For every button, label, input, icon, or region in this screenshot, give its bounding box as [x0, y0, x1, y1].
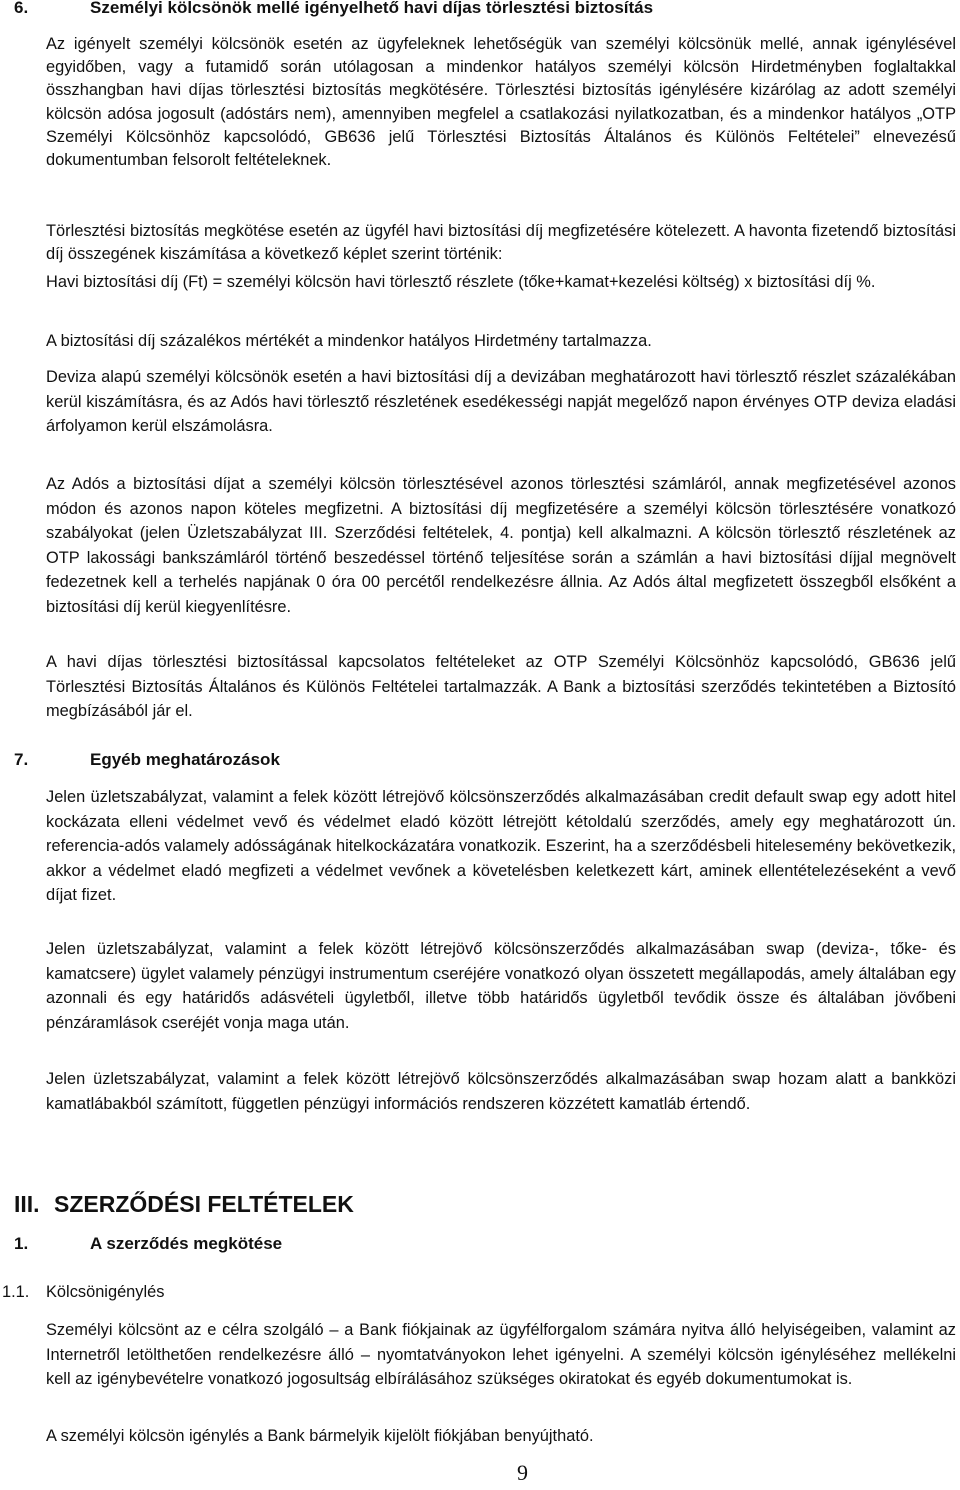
paragraph: A havi díjas törlesztési biztosítással kapcsolatos feltételeket az OTP Személyi Kölcsönhöz kapcsolódó, GB636 jelű Törlesztési Biztosítás Általános és Különös Feltételei tartalmazzák. A Bank a biztosítási szerződés tekintetében a Biztosító megbízásából jár el.	[46, 653, 956, 721]
section-number: 7.	[14, 750, 29, 769]
paragraph: Az igényelt személyi kölcsönök esetén az ügyfeleknek lehetőségük van személyi kölcsönük mellé, annak igénylésével egyidőben, vagy a futamidő során utólagosan a mindenkor hatályos személyi kölcsön Hirdetményben foglaltakkal összhangban havi díjas törlesztési biztosítás megkötésére. Törlesztési biztosítás igénylésére kizárólag az adott személyi kölcsön adósa jogosult (adóstárs nem), amennyiben megfelel a csatlakozási nyilatkozatban, és a mindenkor hatályos „OTP Személyi Kölcsönhöz kapcsolódó, GB636 jelű Törlesztési Biztosítás Általános és Különös Feltételei” elnevezésű dokumentumban felsorolt feltételeknek.	[46, 35, 956, 170]
paragraph: Az Adós a biztosítási díjat a személyi kölcsön törlesztésével azonos törlesztési számláról, annak megfizetésével azonos módon és azonos napon köteles megfizetni. A biztosítási díj megfizetésére a személyi kölcsön törlesztésére vonatkozó szabályokat (jelen Üzletszabályzat III. Szerződési feltételek, 4. pontja) kell alkalmazni. A kölcsön törlesztő részletének az OTP lakossági bankszámláról történő beszedéssel történő teljesítése során a számlán a havi biztosítási díjjal megnövelt fedezetnek kell a terhelés napjának 0 óra 00 percétől rendelkezésre állnia. Az Adós által megfizetett összegből elsőként a biztosítási díj kerül kiegyenlítésre.	[46, 475, 956, 616]
subsection-number: 1.	[14, 1234, 29, 1253]
part-number: III.	[14, 1191, 40, 1217]
paragraph: Havi biztosítási díj (Ft) = személyi kölcsön havi törlesztő részlete (tőke+kamat+kezelési költség) x biztosítási díj %.	[46, 273, 876, 291]
part-heading	[14, 1190, 354, 1218]
section-title: Személyi kölcsönök mellé igényelhető havi díjas törlesztési biztosítás	[90, 0, 654, 17]
paragraph: Jelen üzletszabályzat, valamint a felek között létrejövő kölcsönszerződés alkalmazásában swap hozam alatt a bankközi kamatlábakból számított, független pénzügyi információs rendszeren közzétett kamatláb értendő.	[46, 1070, 956, 1113]
section-number: 6.	[14, 0, 29, 17]
paragraph: A személyi kölcsön igénylés a Bank bármelyik kijelölt fiókjában benyújtható.	[46, 1427, 594, 1445]
paragraph: Jelen üzletszabályzat, valamint a felek között létrejövő kölcsönszerződés alkalmazásában swap (deviza-, tőke- és kamatcsere) ügylet valamely pénzügyi instrumentum cseréjére vonatkozó olyan összetett megállapodás, amely általában egy azonnali és egy határidős adásvételi ügyletből, illetve több határidős ügyletből tevődik össze és általában jövőbeni pénzáramlások cseréjét vonja maga után.	[46, 940, 956, 1032]
paragraph: Személyi kölcsönt az e célra szolgáló – a Bank fiókjainak az ügyfélforgalom számára nyitva álló helyiségeiben, valamint az Internetről letölthetően rendelkezésre álló – nyomtatványokon lehet igényelni. A személyi kölcsön igényléséhez mellékelni kell az igénybevételre vonatkozó jogosultság elbírálásához szükséges okiratokat és egyéb dokumentumokat is.	[46, 1321, 956, 1389]
paragraph: Jelen üzletszabályzat, valamint a felek között létrejövő kölcsönszerződés alkalmazásában credit default swap egy adott hitel kockázata elleni védelmet vevő és védelmet eladó között létrejött kétoldalú szerződés, amely egy meghatározott ún. referencia-adós valamely adósságának hitelkockázatára vonatkozik. Eszerint, ha a szerződésbeli hitelesemény bekövetkezik, akkor a védelmet eladó megfizeti a védelmet vevőnek a követelésben keletkezett kárt, aminek ellentételezéseként a vevő díjat fizet.	[46, 788, 956, 905]
subsubsection-title: Kölcsönigénylés	[46, 1283, 165, 1301]
paragraph: A biztosítási díj százalékos mértékét a mindenkor hatályos Hirdetmény tartalmazza.	[46, 332, 652, 350]
subsection-title: A szerződés megkötése	[90, 1234, 283, 1253]
paragraph: Törlesztési biztosítás megkötése esetén az ügyfél havi biztosítási díj megfizetésére kötelezett. A havonta fizetendő biztosítási díj összegének kiszámítása a következő képlet szerint történik:	[46, 222, 956, 264]
page-number: 9	[517, 1460, 528, 1485]
section-title: Egyéb meghatározások	[90, 750, 280, 769]
paragraph: Deviza alapú személyi kölcsönök esetén a havi biztosítási díj a devizában meghatározott havi törlesztő részlet százalékában kerül kiszámításra, és az Adós havi törlesztő részletének esedékességi napját megelőző napon érvényes OTP deviza eladási árfolyamon kerül elszámolásra.	[46, 368, 956, 436]
part-title: SZERZŐDÉSI FELTÉTELEK	[54, 1191, 354, 1217]
subsubsection-number: 1.1.	[2, 1283, 30, 1301]
